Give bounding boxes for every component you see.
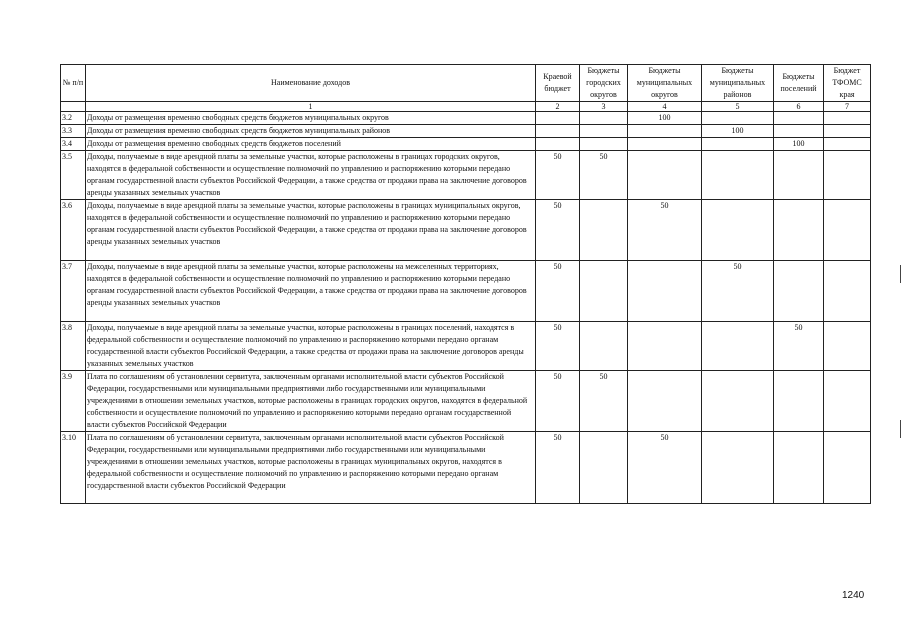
value-gorod [580, 432, 628, 504]
value-mun-rayon [702, 151, 774, 200]
value-kraevoy: 50 [536, 151, 580, 200]
value-tfoms [824, 138, 871, 151]
header-mun-okrug: Бюджеты муниципальных округов [628, 65, 702, 102]
revenue-name: Доходы, получаемые в виде арендной платы за земельные участки, которые расположены в границах городских округов, находятся в федеральной собственности и осуществление полномочий по управлению и распоряжению которыми передано органам государственной власти субъектов Российской Федерации, а также средства от продажи права на заключение договоров аренды указанных земельных участков [86, 151, 536, 200]
revenue-name: Доходы от размещения временно свободных средств бюджетов муниципальных округов [86, 112, 536, 125]
header-kraevoy: Краевой бюджет [536, 65, 580, 102]
revenue-table [60, 64, 871, 504]
header-mun-rayon: Бюджеты муниципальных районов [702, 65, 774, 102]
row-number: 3.8 [61, 322, 86, 371]
table-row [61, 261, 871, 322]
value-tfoms [824, 261, 871, 322]
header-row [61, 65, 871, 102]
value-kraevoy: 50 [536, 432, 580, 504]
header-name: Наименование доходов [86, 65, 536, 102]
value-mun-rayon [702, 112, 774, 125]
value-tfoms [824, 112, 871, 125]
value-mun-rayon [702, 138, 774, 151]
revenue-name: Доходы от размещения временно свободных средств бюджетов поселений [86, 138, 536, 151]
scan-edge-mark [900, 420, 901, 438]
value-tfoms [824, 371, 871, 432]
value-mun-okrug: 50 [628, 432, 702, 504]
row-number: 3.5 [61, 151, 86, 200]
value-gorod [580, 125, 628, 138]
value-gorod [580, 200, 628, 261]
value-mun-rayon [702, 432, 774, 504]
value-mun-okrug [628, 125, 702, 138]
row-number: 3.10 [61, 432, 86, 504]
table-row [61, 138, 871, 151]
scan-edge-mark [900, 265, 901, 283]
page-number: 1240 [842, 590, 865, 601]
table-row [61, 151, 871, 200]
value-mun-okrug [628, 138, 702, 151]
value-poseleniy [774, 151, 824, 200]
value-poseleniy: 50 [774, 322, 824, 371]
column-index: 7 [824, 102, 871, 112]
value-gorod [580, 261, 628, 322]
row-number: 3.7 [61, 261, 86, 322]
row-number: 3.6 [61, 200, 86, 261]
table-row [61, 112, 871, 125]
value-poseleniy [774, 200, 824, 261]
value-mun-rayon [702, 371, 774, 432]
value-poseleniy [774, 112, 824, 125]
table-row [61, 371, 871, 432]
row-number: 3.2 [61, 112, 86, 125]
row-number: 3.4 [61, 138, 86, 151]
value-tfoms [824, 322, 871, 371]
row-number: 3.9 [61, 371, 86, 432]
value-mun-rayon [702, 322, 774, 371]
value-mun-okrug [628, 261, 702, 322]
value-kraevoy [536, 112, 580, 125]
value-kraevoy [536, 125, 580, 138]
column-index: 6 [774, 102, 824, 112]
value-poseleniy [774, 261, 824, 322]
value-mun-okrug [628, 371, 702, 432]
value-mun-okrug: 100 [628, 112, 702, 125]
revenue-name: Доходы от размещения временно свободных средств бюджетов муниципальных районов [86, 125, 536, 138]
revenue-name: Доходы, получаемые в виде арендной платы за земельные участки, которые расположены в границах поселений, находятся в федеральной собственности и осуществление полномочий по управлению и распоряжению которыми передано органам государственной власти субъектов Российской Федерации, а также средства от продажи права на заключение договоров аренды указанных земельных участков [86, 322, 536, 371]
value-tfoms [824, 432, 871, 504]
value-gorod: 50 [580, 151, 628, 200]
table-row [61, 125, 871, 138]
table-row [61, 432, 871, 504]
value-kraevoy: 50 [536, 200, 580, 261]
value-kraevoy: 50 [536, 261, 580, 322]
value-tfoms [824, 151, 871, 200]
value-kraevoy [536, 138, 580, 151]
revenue-name: Плата по соглашениям об установлении сервитута, заключенным органами исполнительной власти субъектов Российской Федерации, государственными или муниципальными предприятиями либо государственными или муниципальными учреждениями в отношении земельных участков, которые расположены в границах городских округов, находятся в федеральной собственности и осуществление полномочий по управлению и распоряжению которыми передано органам государственной власти субъектов Российской Федерации [86, 371, 536, 432]
header-gorod: Бюджеты городских округов [580, 65, 628, 102]
value-mun-rayon: 50 [702, 261, 774, 322]
column-index: 3 [580, 102, 628, 112]
column-index-blank [61, 102, 86, 112]
value-gorod [580, 112, 628, 125]
table-row [61, 200, 871, 261]
value-poseleniy [774, 125, 824, 138]
value-tfoms [824, 200, 871, 261]
revenue-name: Доходы, получаемые в виде арендной платы за земельные участки, которые расположены на межселенных территориях, находятся в федеральной собственности и осуществление полномочий по управлению и распоряжению которыми передано органам государственной власти субъектов Российской Федерации, а также средства от продажи права на заключение договоров аренды указанных земельных участков [86, 261, 536, 322]
value-kraevoy: 50 [536, 322, 580, 371]
revenue-name: Плата по соглашениям об установлении сервитута, заключенным органами исполнительной власти субъектов Российской Федерации, государственными или муниципальными предприятиями либо государственными или муниципальными учреждениями в отношении земельных участков, которые расположены в границах муниципальных округов, находятся в федеральной собственности и осуществление полномочий по управлению и распоряжению которыми передано органам государственной власти субъектов Российской Федерации [86, 432, 536, 504]
column-index: 4 [628, 102, 702, 112]
value-gorod: 50 [580, 371, 628, 432]
value-poseleniy [774, 371, 824, 432]
value-poseleniy [774, 432, 824, 504]
value-tfoms [824, 125, 871, 138]
value-kraevoy: 50 [536, 371, 580, 432]
table-row [61, 322, 871, 371]
header-tfoms: Бюджет ТФОМС края [824, 65, 871, 102]
value-gorod [580, 138, 628, 151]
column-index: 5 [702, 102, 774, 112]
column-index: 2 [536, 102, 580, 112]
column-index-row [61, 102, 871, 112]
value-mun-okrug [628, 151, 702, 200]
value-mun-okrug: 50 [628, 200, 702, 261]
header-num: № п/п [61, 65, 86, 102]
value-gorod [580, 322, 628, 371]
column-index: 1 [86, 102, 536, 112]
header-poseleniy: Бюджеты поселений [774, 65, 824, 102]
value-mun-rayon: 100 [702, 125, 774, 138]
row-number: 3.3 [61, 125, 86, 138]
value-poseleniy: 100 [774, 138, 824, 151]
value-mun-okrug [628, 322, 702, 371]
revenue-name: Доходы, получаемые в виде арендной платы за земельные участки, которые расположены в границах муниципальных округов, находятся в федеральной собственности и осуществление полномочий по управлению и распоряжению которыми передано органам государственной власти субъектов Российской Федерации, а также средства от продажи права на заключение договоров аренды указанных земельных участков [86, 200, 536, 261]
value-mun-rayon [702, 200, 774, 261]
